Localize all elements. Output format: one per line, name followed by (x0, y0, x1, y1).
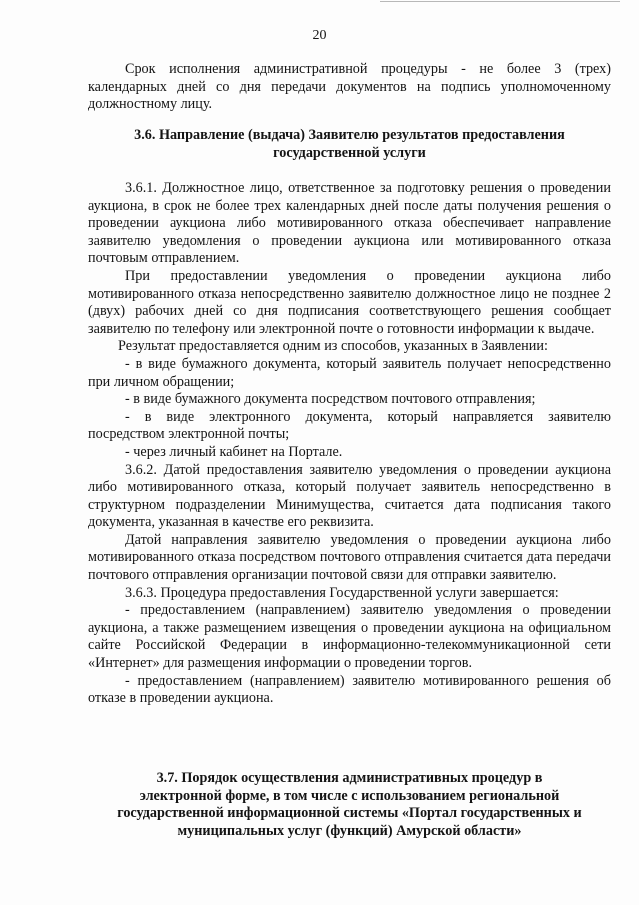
paragraph-3-6-1: 3.6.1. Должностное лицо, ответственное за подготовку решения о проведении аукциона, в срок не более трех календарных дней после даты получения решения о проведении аукциона либо мотивированного отказа обеспечивает направление заявителю уведомления о проведении аукциона или мотивированного отказа почтовым отправлением. (88, 180, 611, 267)
section-3-6-heading (88, 127, 611, 162)
paragraph-3-6-3: 3.6.3. Процедура предоставления Государственной услуги завершается: (125, 584, 559, 601)
section-3-6-heading-line1: 3.6. Направление (выдача) Заявителю результатов предоставления (134, 127, 565, 143)
section-3-7-heading-line2: электронной форме, в том числе с использованием региональной (139, 787, 560, 804)
list-item-electronic: - в виде электронного документа, который направляется заявителю посредством электронной почты; (88, 408, 611, 443)
list-item-paper-personal: - в виде бумажного документа, который заявитель получает непосредственно при личном обращении; (88, 355, 611, 390)
list-item-auction-notice: - предоставлением (направлением) заявителю уведомления о проведении аукциона, а также размещением извещения о проведении аукциона на официальном сайте Российской Федерации в информационно-телекоммуникационной сети «Интернет» для размещения информации о проведении торгов. (88, 602, 611, 672)
scan-edge-line (380, 1, 620, 2)
list-item-refusal: - предоставлением (направлением) заявителю мотивированного решения об отказе в проведении аукциона. (88, 672, 611, 707)
paragraph-result-methods: Результат предоставляется одним из способов, указанных в Заявлении: (118, 338, 548, 355)
intro-paragraph: Срок исполнения административной процедуры - не более 3 (трех) календарных дней со дня передачи документов на подпись уполномоченному должностному лицу. (88, 61, 611, 113)
section-3-6-body (88, 180, 611, 708)
page-number: 20 (312, 28, 327, 43)
section-3-6-heading-line2: государственной услуги (273, 144, 426, 161)
paragraph-3-6-2: 3.6.2. Датой предоставления заявителю уведомления о проведении аукциона либо мотивированного отказа, который получает заявитель непосредственно в структурном подразделении Минимущества, считается дата подписания такого документа, указанная в качестве его реквизита. (88, 461, 611, 531)
paragraph-notification: При предоставлении уведомления о проведении аукциона либо мотивированного отказа непосредственно заявителю должностное лицо не позднее 2 (двух) рабочих дней со дня подписания соответствующего решения сообщает заявителю по телефону или электронной почте о готовности информации к выдаче. (88, 267, 611, 337)
section-3-7-heading-line1: 3.7. Порядок осуществления административных процедур в (156, 770, 543, 786)
intro-text (88, 61, 611, 114)
list-item-portal: - через личный кабинет на Портале. (125, 443, 343, 460)
section-3-7-heading-line3: государственной информационной системы «Портал государственных и (117, 805, 582, 822)
paragraph-postal-date: Датой направления заявителю уведомления о проведении аукциона либо мотивированного отказа посредством почтового отправления считается дата передачи почтового отправления организации почтовой связи для отправки заявителю. (88, 531, 611, 584)
section-3-7-heading (88, 770, 611, 840)
section-3-7-heading-line4: муниципальных услуг (функций) Амурской области» (177, 822, 522, 839)
list-item-paper-post: - в виде бумажного документа посредством почтового отправления; (125, 391, 536, 408)
